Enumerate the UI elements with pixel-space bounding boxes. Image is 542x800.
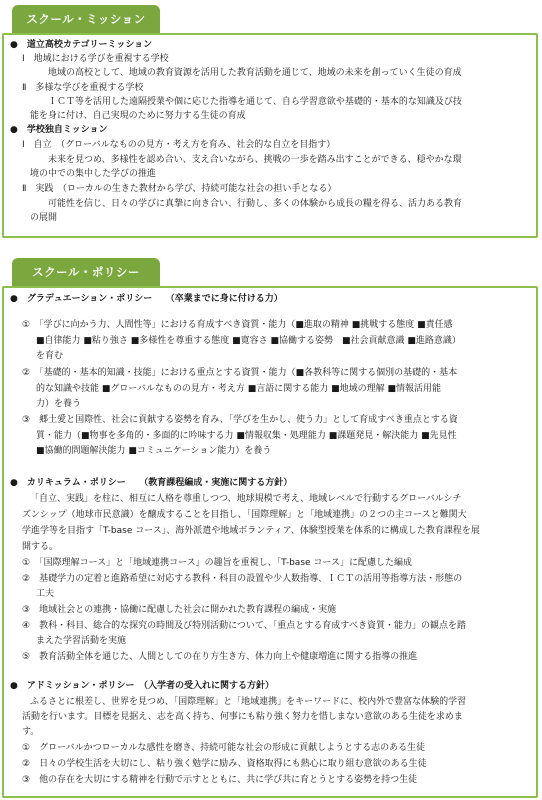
curriculum-intro-line-3: 学進学等を目指す「T-base コース」、海外派遣や地域ボランティア、体験型授業を体系的に構成した教育課程を展 <box>22 526 480 536</box>
curriculum-item-2-line-1: ② 基礎学力の定着と進路希望に対応する教科・科目の設置や少人数指導、ＩＣＴの活用等指導方法・形態の <box>22 574 463 584</box>
curriculum-policy-heading: ● カリキュラム・ポリシー （教育課程編成・実施に関する方針） <box>10 478 293 488</box>
graduation-item-1-line-2: ■自律能力 ■粘り強さ ■多様性を尊重する態度 ■寛容さ ■協働する姿勢 ■社会貢献意識 ■進路意識） <box>36 336 461 346</box>
tab-school-policy: スクール・ポリシー <box>12 258 160 286</box>
mission-item-1-title: Ⅰ 地域における学びを重視する学校 <box>22 54 169 64</box>
admission-intro-line-2: 活動を行います。目標を見据え、志を高く持ち、何事にも粘り強く努力を惜しまない意欲のある生徒を求めま <box>22 712 463 722</box>
graduation-policy-heading: ● グラデュエーション・ポリシー （卒業までに身に付ける力） <box>10 294 283 304</box>
mission-category-heading: ● 道立高校カテゴリーミッション <box>10 40 153 50</box>
curriculum-item-5: ⑤ 教育活動全体を通じた、人間としての在り方生き方、体力向上や健康増進に関する指導の推進 <box>22 652 418 662</box>
admission-item-2: ② 日々の学校生活を大切にし、粘り強く勉学に励み、資格取得にも熱心に取り組む意欲のある生徒 <box>22 759 427 769</box>
graduation-item-1-line-1: ① 「学びに向かう力、人間性等」における育成すべき資質・能力（■進取の精神 ■挑戦する態度 ■責任感 <box>22 320 453 330</box>
curriculum-intro-line-2: ズンシップ（地球市民意識）を醸成することを目指し、「国際理解」と「地域連携」の２つの主コースと難関大 <box>22 510 467 520</box>
mission-item-2-desc-2: 能を身に付け、自己実現のために努力する生徒の育成 <box>30 111 246 121</box>
graduation-item-2-line-1: ② 「基礎的・基本的知識・技能」における重点とする資質・能力（■各教科等に関する個別の基礎的・基本 <box>22 368 458 378</box>
curriculum-item-4-line-1: ④ 教科・科目、総合的な探究の時間及び特別活動について、「重点とする育成すべき資質・能力」の観点を踏 <box>22 621 467 631</box>
graduation-item-1-line-3: を育む <box>36 351 64 361</box>
admission-policy-heading: ● アドミッション・ポリシー （入学者の受入れに関する方針） <box>10 681 274 691</box>
graduation-item-2-line-3: 力）を養う <box>36 399 82 409</box>
mission-item-1-desc: 地域の高校として、地域の教育資源を活用した教育活動を通じて、地域の未来を創っていく生徒の育成 <box>48 68 462 78</box>
graduation-item-3-line-1: ③ 郷土愛と国際性、社会に貢献する姿勢を育み、「学びを生かし、使う力」として育成すべき重点とする資 <box>22 415 458 425</box>
admission-intro-line-1: ふるさとに根差し、世界を見つめ、「国際理解」と「地域連携」をキーワードに、校内外で豊富な体験的学習 <box>30 697 467 707</box>
graduation-item-2-line-2: 的な知識や技能 ■グローバルなものの見方・考え方 ■言語に関する能力 ■地域の理解 ■情報活用能 <box>36 384 442 394</box>
graduation-item-3-line-2: 質・能力（■物事を多角的・多面的に吟味する力 ■情報収集・処理能力 ■課題発見・解決能力 ■先見性 <box>36 431 457 441</box>
mission-school-2-desc-1: 可能性を信じ、日々の学びに真摯に向き合い、行動し、多くの体験から成長の糧を得る、活力ある教育 <box>48 199 463 209</box>
curriculum-item-3: ③ 地域社会との連携・協働に配慮した社会に開かれた教育課程の編成・実施 <box>22 605 337 615</box>
mission-school-2-title: Ⅱ 実践 （ローカルの生きた教材から学び、持続可能な社会の担い手となる） <box>22 184 337 194</box>
curriculum-item-4-line-2: まえた学習活動を実施 <box>36 636 127 646</box>
mission-school-1-desc-2: 境の中での集中した学びの推進 <box>30 169 157 179</box>
admission-item-3: ③ 他の存在を大切にする精神を行動で示すとともに、共に学び共に育とうとする姿勢を持つ生徒 <box>22 775 418 785</box>
curriculum-intro-line-1: 「自立、実践」を柱に、相互に人格を尊重しつつ、地球規模で考え、地域レベルで行動するグローバルシチ <box>30 494 462 504</box>
tab-school-mission: スクール・ミッション <box>12 5 160 33</box>
mission-school-1-desc-1: 未来を見つめ、多様性を認め合い、支え合いながら、挑戦の一歩を踏み出すことができる、穏やかな環 <box>48 155 462 165</box>
mission-item-2-desc-1: ＩＣＴ等を活用した遠隔授業や個に応じた指導を通じて、自ら学習意欲や基礎的・基本的な知識及び技 <box>48 97 462 107</box>
curriculum-item-2-line-2: 工夫 <box>36 589 55 599</box>
mission-item-2-title: Ⅱ 多様な学びを重視する学校 <box>22 83 144 93</box>
curriculum-intro-line-4: 開する。 <box>22 542 59 552</box>
admission-item-1: ① グローバルかつローカルな感性を磨き、持続可能な社会の形成に貢献しようとする志のある生徒 <box>22 743 426 753</box>
admission-intro-line-3: す。 <box>22 727 40 737</box>
mission-school-1-title: Ⅰ 自立 （グローバルなものの見方・考え方を育み、社会的な自立を目指す） <box>22 140 336 150</box>
mission-school-2-desc-2: の展開 <box>30 213 58 223</box>
mission-school-heading: ● 学校独自ミッション <box>10 125 108 135</box>
curriculum-item-1: ① 「国際理解コース」と「地域連携コース」の趣旨を重視し、「T-base コース」に配慮した編成 <box>22 558 412 568</box>
graduation-item-3-line-3: ■協働的問題解決能力 ■コミュニケーション能力）を養う <box>36 446 272 456</box>
